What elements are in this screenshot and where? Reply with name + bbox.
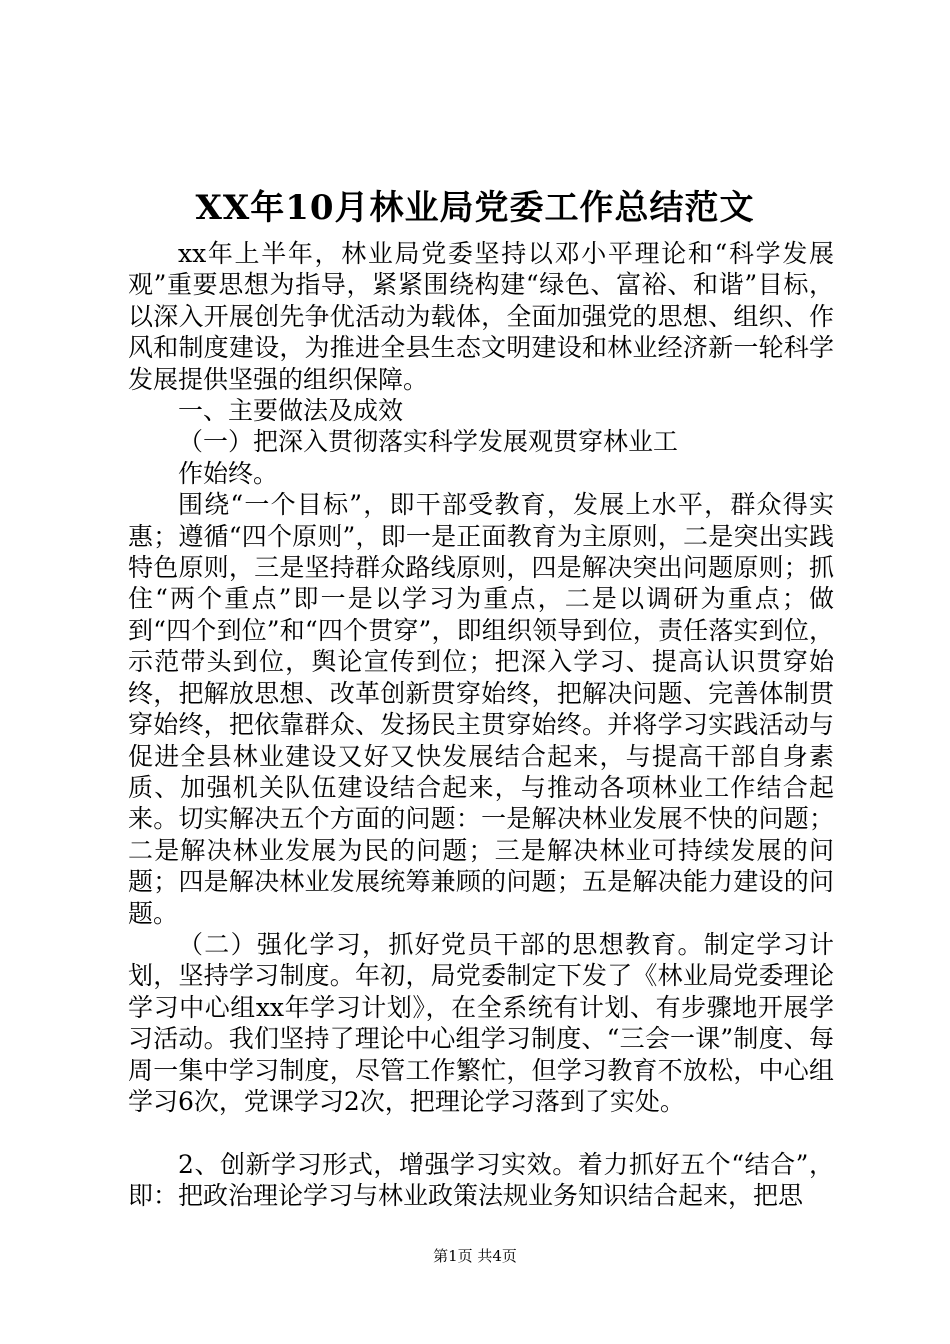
paragraph-study: （二）强化学习，抓好党员干部的思想教育。制定学习计划，坚持学习制度。年初，局党委制定下发了《林业局党委理论学习中心组xx年学习计划》，在全系统有计划、有步骤地开展学习活动。我们坚持了理论中心组学习制度、“三会一课”制度、每周一集中学习制度，尽管工作繁忙，但学习教育不放松，中心组学习6次，党课学习2次，把理论学习落到了实处。 — [128, 929, 834, 1116]
paragraph-practices: 围绕“一个目标”，即干部受教育，发展上水平，群众得实惠；遵循“四个原则”，即一是正面教育为主原则，二是突出实践特色原则，三是坚持群众路线原则，四是解决突出问题原则；抓住“两个重点”即一是以学习为重点，二是以调研为重点；做到“四个到位”和“四个贯穿”，即组织领导到位，责任落实到位，示范带头到位，舆论宣传到位；把深入学习、提高认识贯穿始终，把解放思想、改革创新贯穿始终，把解决问题、完善体制贯穿始终，把依靠群众、发扬民主贯穿始终。并将学习实践活动与促进全县林业建设又好又快发展结合起来，与提高干部自身素质、加强机关队伍建设结合起来，与推动各项林业工作结合起来。切实解决五个方面的问题：一是解决林业发展不快的问题；二是解决林业发展为民的问题；三是解决林业可持续发展的问题；四是解决林业发展统筹兼顾的问题；五是解决能力建设的问题。 — [128, 490, 834, 928]
document-title: XX年10月林业局党委工作总结范文 — [195, 188, 755, 228]
heading-subsection-1-continued: 作始终。 — [178, 458, 279, 488]
heading-section-1: 一、主要做法及成效 — [178, 396, 404, 426]
paragraph-intro: xx年上半年，林业局党委坚持以邓小平理论和“科学发展观”重要思想为指导，紧紧围绕构建“绿色、富裕、和谐”目标，以深入开展创先争优活动为载体，全面加强党的思想、组织、作风和制度建设，为推进全县生态文明建设和林业经济新一轮科学发展提供坚强的组织保障。 — [128, 239, 834, 394]
page-footer: 第1页 共4页 — [433, 1247, 517, 1265]
paragraph-study-forms: 2、创新学习形式，增强学习实效。着力抓好五个“结合”，即：把政治理论学习与林业政策法规业务知识结合起来，把思 — [128, 1149, 834, 1211]
document-body — [128, 238, 834, 1212]
heading-subsection-1: （一）把深入贯彻落实科学发展观贯穿林业工 — [178, 427, 679, 457]
